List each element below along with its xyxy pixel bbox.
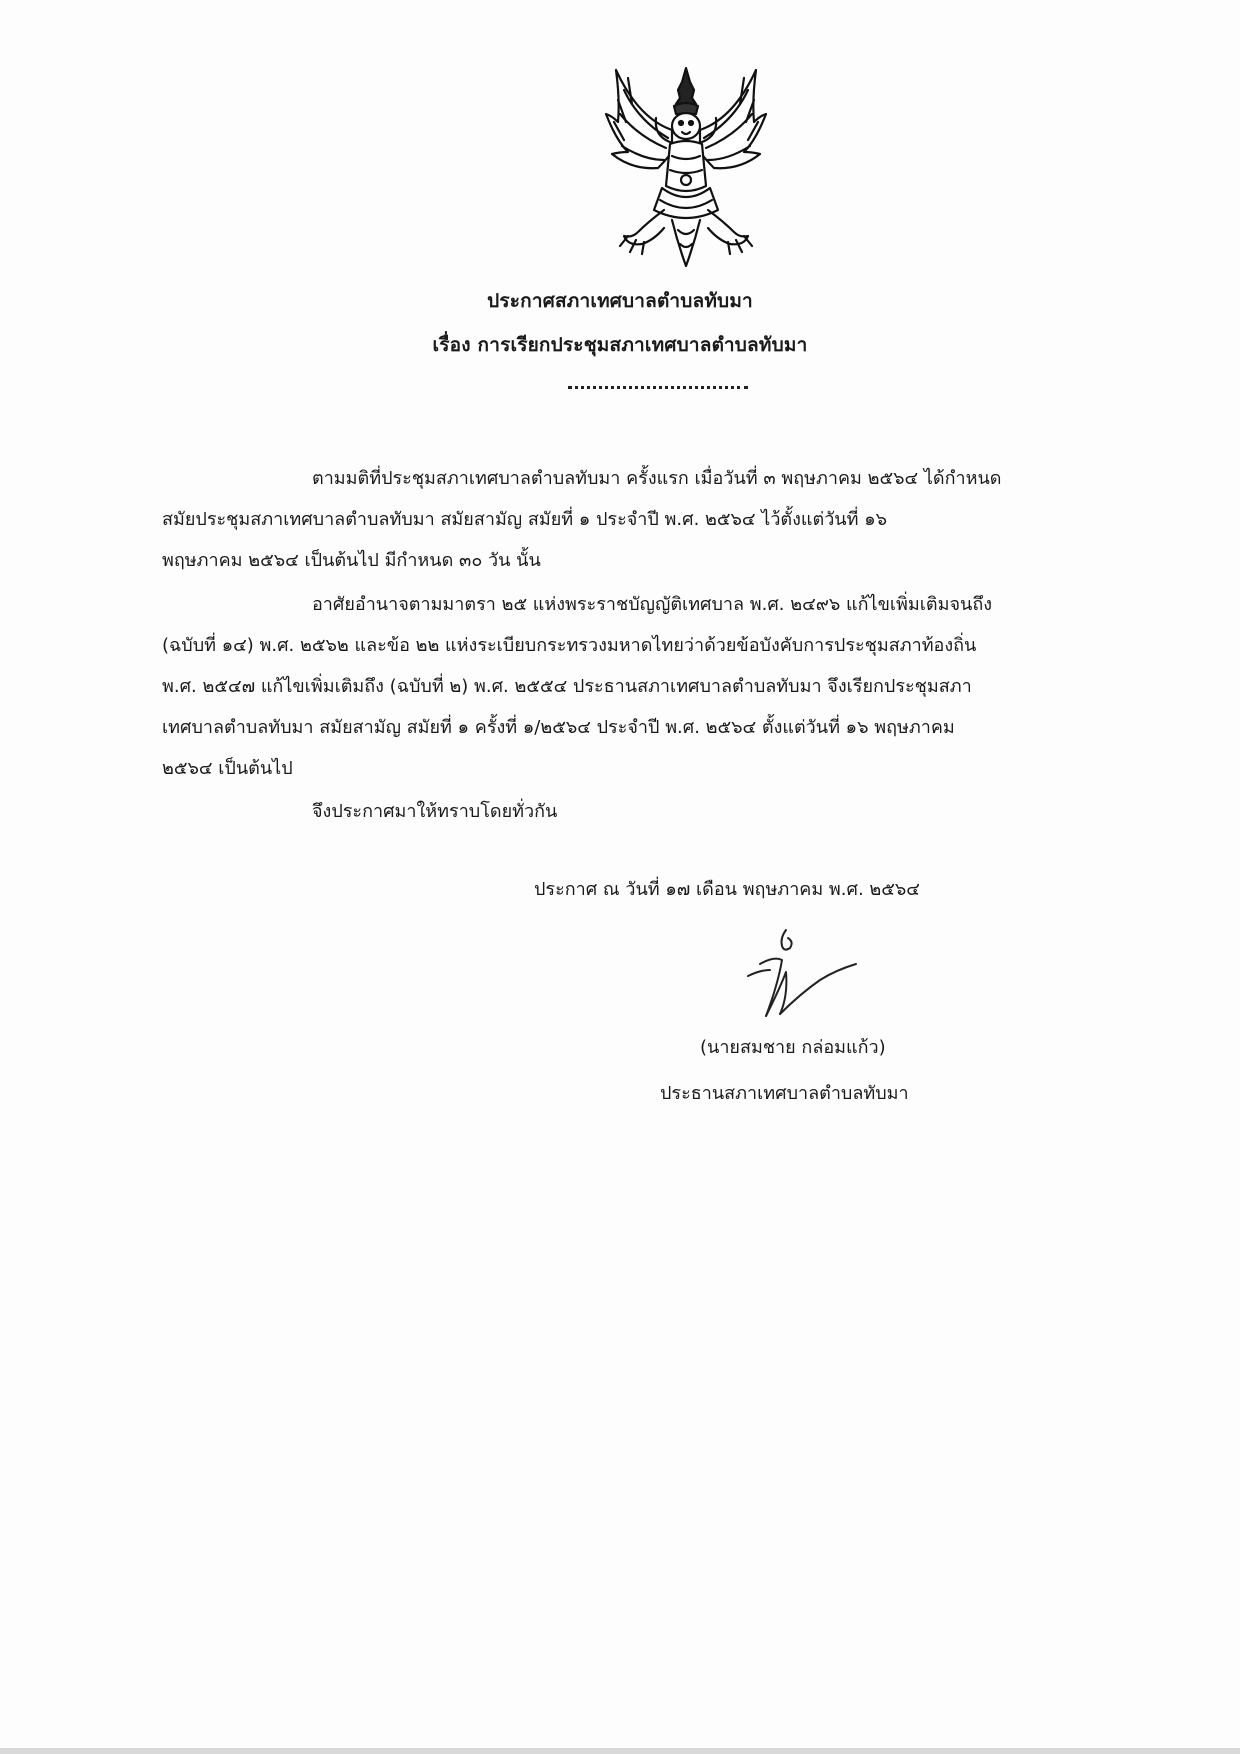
signatory-name: (นายสมชาย กล่อมแก้ว): [700, 1037, 886, 1058]
paragraph-line: อาศัยอำนาจตามมาตรา ๒๕ แห่งพระราชบัญญัติเทศบาล พ.ศ. ๒๔๙๖ แก้ไขเพิ่มเติมจนถึง: [312, 594, 993, 615]
paragraph-line: ๒๕๖๔ เป็นต้นไป: [162, 758, 293, 779]
page-bottom-edge: [0, 1748, 1240, 1754]
paragraph-line: สมัยประชุมสภาเทศบาลตำบลทับมา สมัยสามัญ สมัยที่ ๑ ประจำปี พ.ศ. ๒๕๖๔ ไว้ตั้งแต่วันที่ ๑๖: [162, 509, 888, 530]
announcement-heading: ประกาศสภาเทศบาลตำบลทับมา: [487, 290, 753, 312]
dotted-divider: [568, 386, 748, 389]
paragraph-line: พฤษภาคม ๒๕๖๔ เป็นต้นไป มีกำหนด ๓๐ วัน นั้น: [162, 550, 541, 571]
signatory-position: ประธานสภาเทศบาลตำบลทับมา: [660, 1083, 909, 1104]
announcement-subject: เรื่อง การเรียกประชุมสภาเทศบาลตำบลทับมา: [432, 334, 808, 356]
paragraph-legal-authority: [162, 584, 1182, 789]
closing-statement: จึงประกาศมาให้ทราบโดยทั่วกัน: [312, 801, 558, 822]
handwritten-signature-icon: [740, 924, 860, 1024]
garuda-emblem-icon: [598, 60, 774, 270]
paragraph-line: ตามมติที่ประชุมสภาเทศบาลตำบลทับมา ครั้งแรก เมื่อวันที่ ๓ พฤษภาคม ๒๕๖๔ ได้กำหนด: [312, 468, 1002, 489]
paragraph-meeting-resolution: [162, 458, 1182, 581]
paragraph-line: เทศบาลตำบลทับมา สมัยสามัญ สมัยที่ ๑ ครั้งที่ ๑/๒๕๖๔ ประจำปี พ.ศ. ๒๕๖๔ ตั้งแต่วันที่ ๑๖ พฤษภาคม: [162, 717, 955, 738]
paragraph-line: พ.ศ. ๒๕๔๗ แก้ไขเพิ่มเติมถึง (ฉบับที่ ๒) พ.ศ. ๒๕๕๔ ประธานสภาเทศบาลตำบลทับมา จึงเรียกประชุมสภา: [162, 676, 972, 697]
announcement-date: ประกาศ ณ วันที่ ๑๗ เดือน พฤษภาคม พ.ศ. ๒๕๖๔: [534, 879, 920, 900]
paragraph-line: (ฉบับที่ ๑๔) พ.ศ. ๒๕๖๒ และข้อ ๒๒ แห่งระเบียบกระทรวงมหาดไทยว่าด้วยข้อบังคับการประชุมสภาท้องถิ่น: [162, 635, 977, 656]
